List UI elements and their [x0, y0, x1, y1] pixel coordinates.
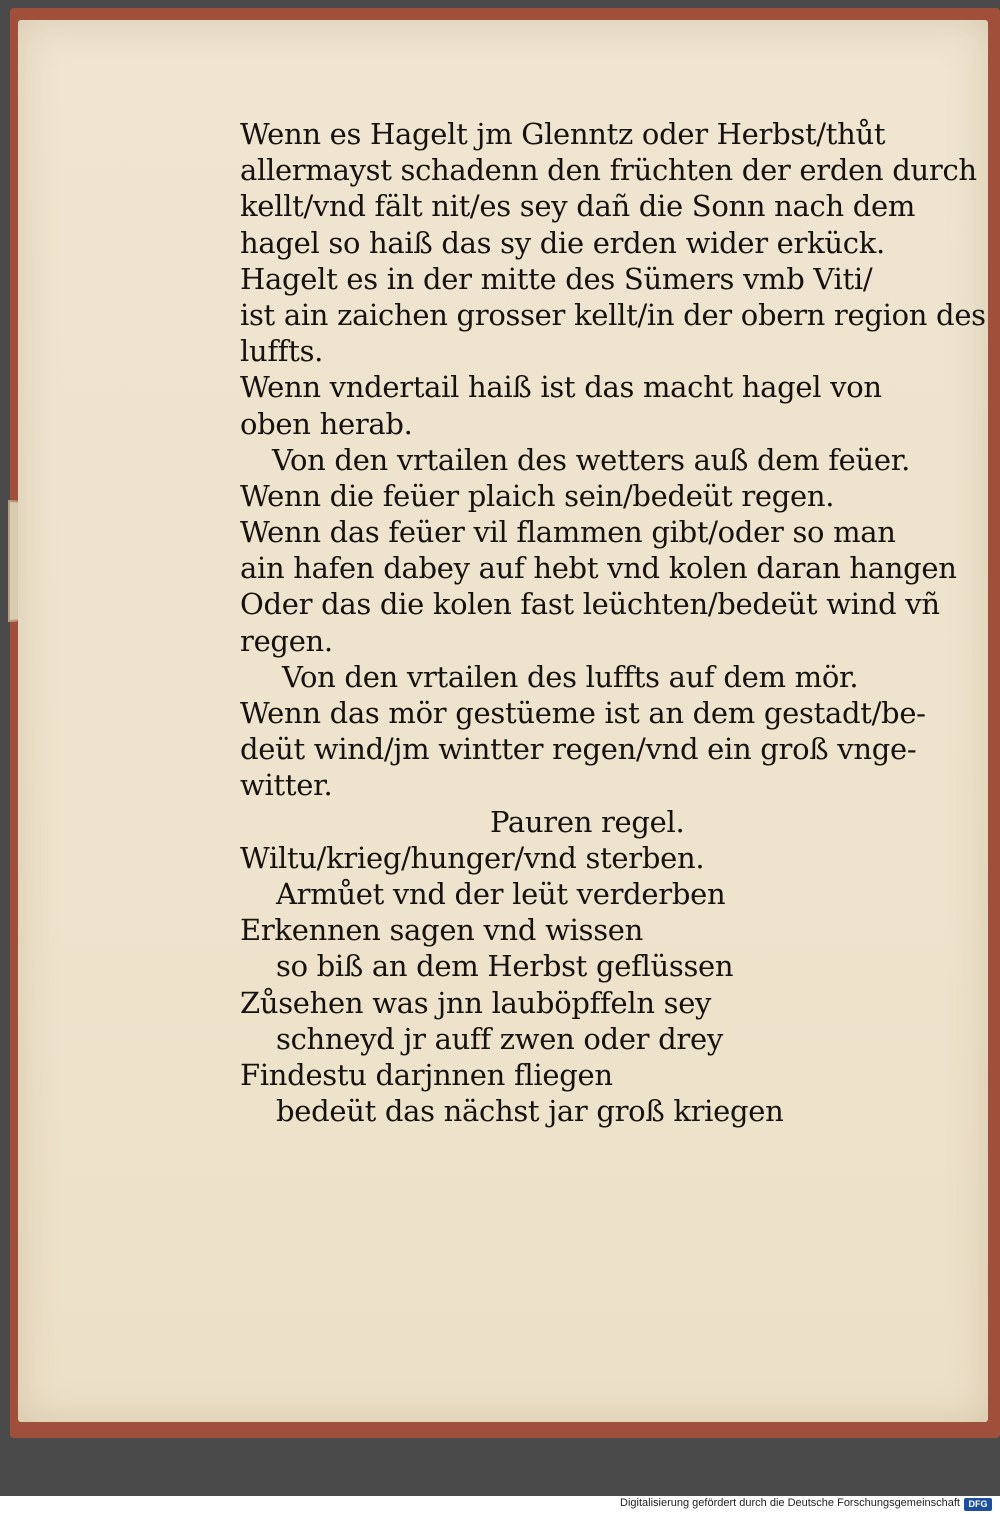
- text-line: ist ain zaichen grosser kellt/in der obern region des: [240, 297, 986, 332]
- funding-credit: Digitalisierung gefördert durch die Deutsche Forschungsgemeinschaft: [620, 1497, 960, 1509]
- text-line: hagel so haiß das sy die erden wider erkück.: [240, 225, 885, 260]
- text-line: deüt wind/jm wintter regen/vnd ein groß vnge-: [240, 732, 917, 767]
- text-line: ain hafen dabey auf hebt vnd kolen daran hangen: [240, 551, 957, 586]
- text-line: kellt/vnd fält nit/es sey dañ die Sonn nach dem: [240, 189, 916, 224]
- text-line: Wenn das feüer vil flammen gibt/oder so man: [240, 515, 896, 550]
- document-text: [240, 116, 986, 1129]
- verse-line: so biß an dem Herbst geflüssen: [276, 949, 734, 984]
- text-line: Oder das die kolen fast leüchten/bedeüt wind vñ: [240, 587, 940, 622]
- verse-line: Findestu darjnnen fliegen: [240, 1057, 613, 1092]
- text-line: Wenn es Hagelt jm Glenntz oder Herbst/thůt: [240, 117, 886, 151]
- text-line: Wenn vndertail haiß ist das macht hagel von: [240, 370, 882, 405]
- verse-line: schneyd jr auff zwen oder drey: [276, 1021, 723, 1056]
- text-line: Hagelt es in der mitte des Sümers vmb Viti/: [240, 261, 873, 296]
- verse-line: bedeüt das nächst jar groß kriegen: [276, 1094, 784, 1129]
- text-line: oben herab.: [240, 406, 413, 441]
- section-heading: Von den vrtailen des luffts auf dem mör.: [282, 659, 859, 694]
- dfg-logo: DFG: [964, 1498, 992, 1511]
- verse-line: Erkennen sagen vnd wissen: [240, 913, 644, 948]
- text-line: Wenn die feüer plaich sein/bedeüt regen.: [240, 478, 835, 513]
- text-line: Wenn das mör gestüeme ist an dem gestadt/be-: [240, 696, 926, 730]
- text-line: regen.: [240, 623, 333, 658]
- section-heading: Von den vrtailen des wetters auß dem feüer.: [272, 442, 911, 477]
- footer-bar: [0, 1496, 1000, 1514]
- text-line: luffts.: [240, 334, 324, 369]
- text-line: allermayst schadenn den früchten der erden durch: [240, 153, 977, 188]
- section-heading: Pauren regel.: [490, 804, 685, 839]
- text-line: witter.: [240, 768, 333, 803]
- verse-line: Wiltu/krieg/hunger/vnd sterben.: [240, 840, 705, 875]
- verse-line: Zůsehen was jnn lauböpffeln sey: [240, 985, 712, 1020]
- verse-line: Armůet vnd der leüt verderben: [276, 876, 726, 911]
